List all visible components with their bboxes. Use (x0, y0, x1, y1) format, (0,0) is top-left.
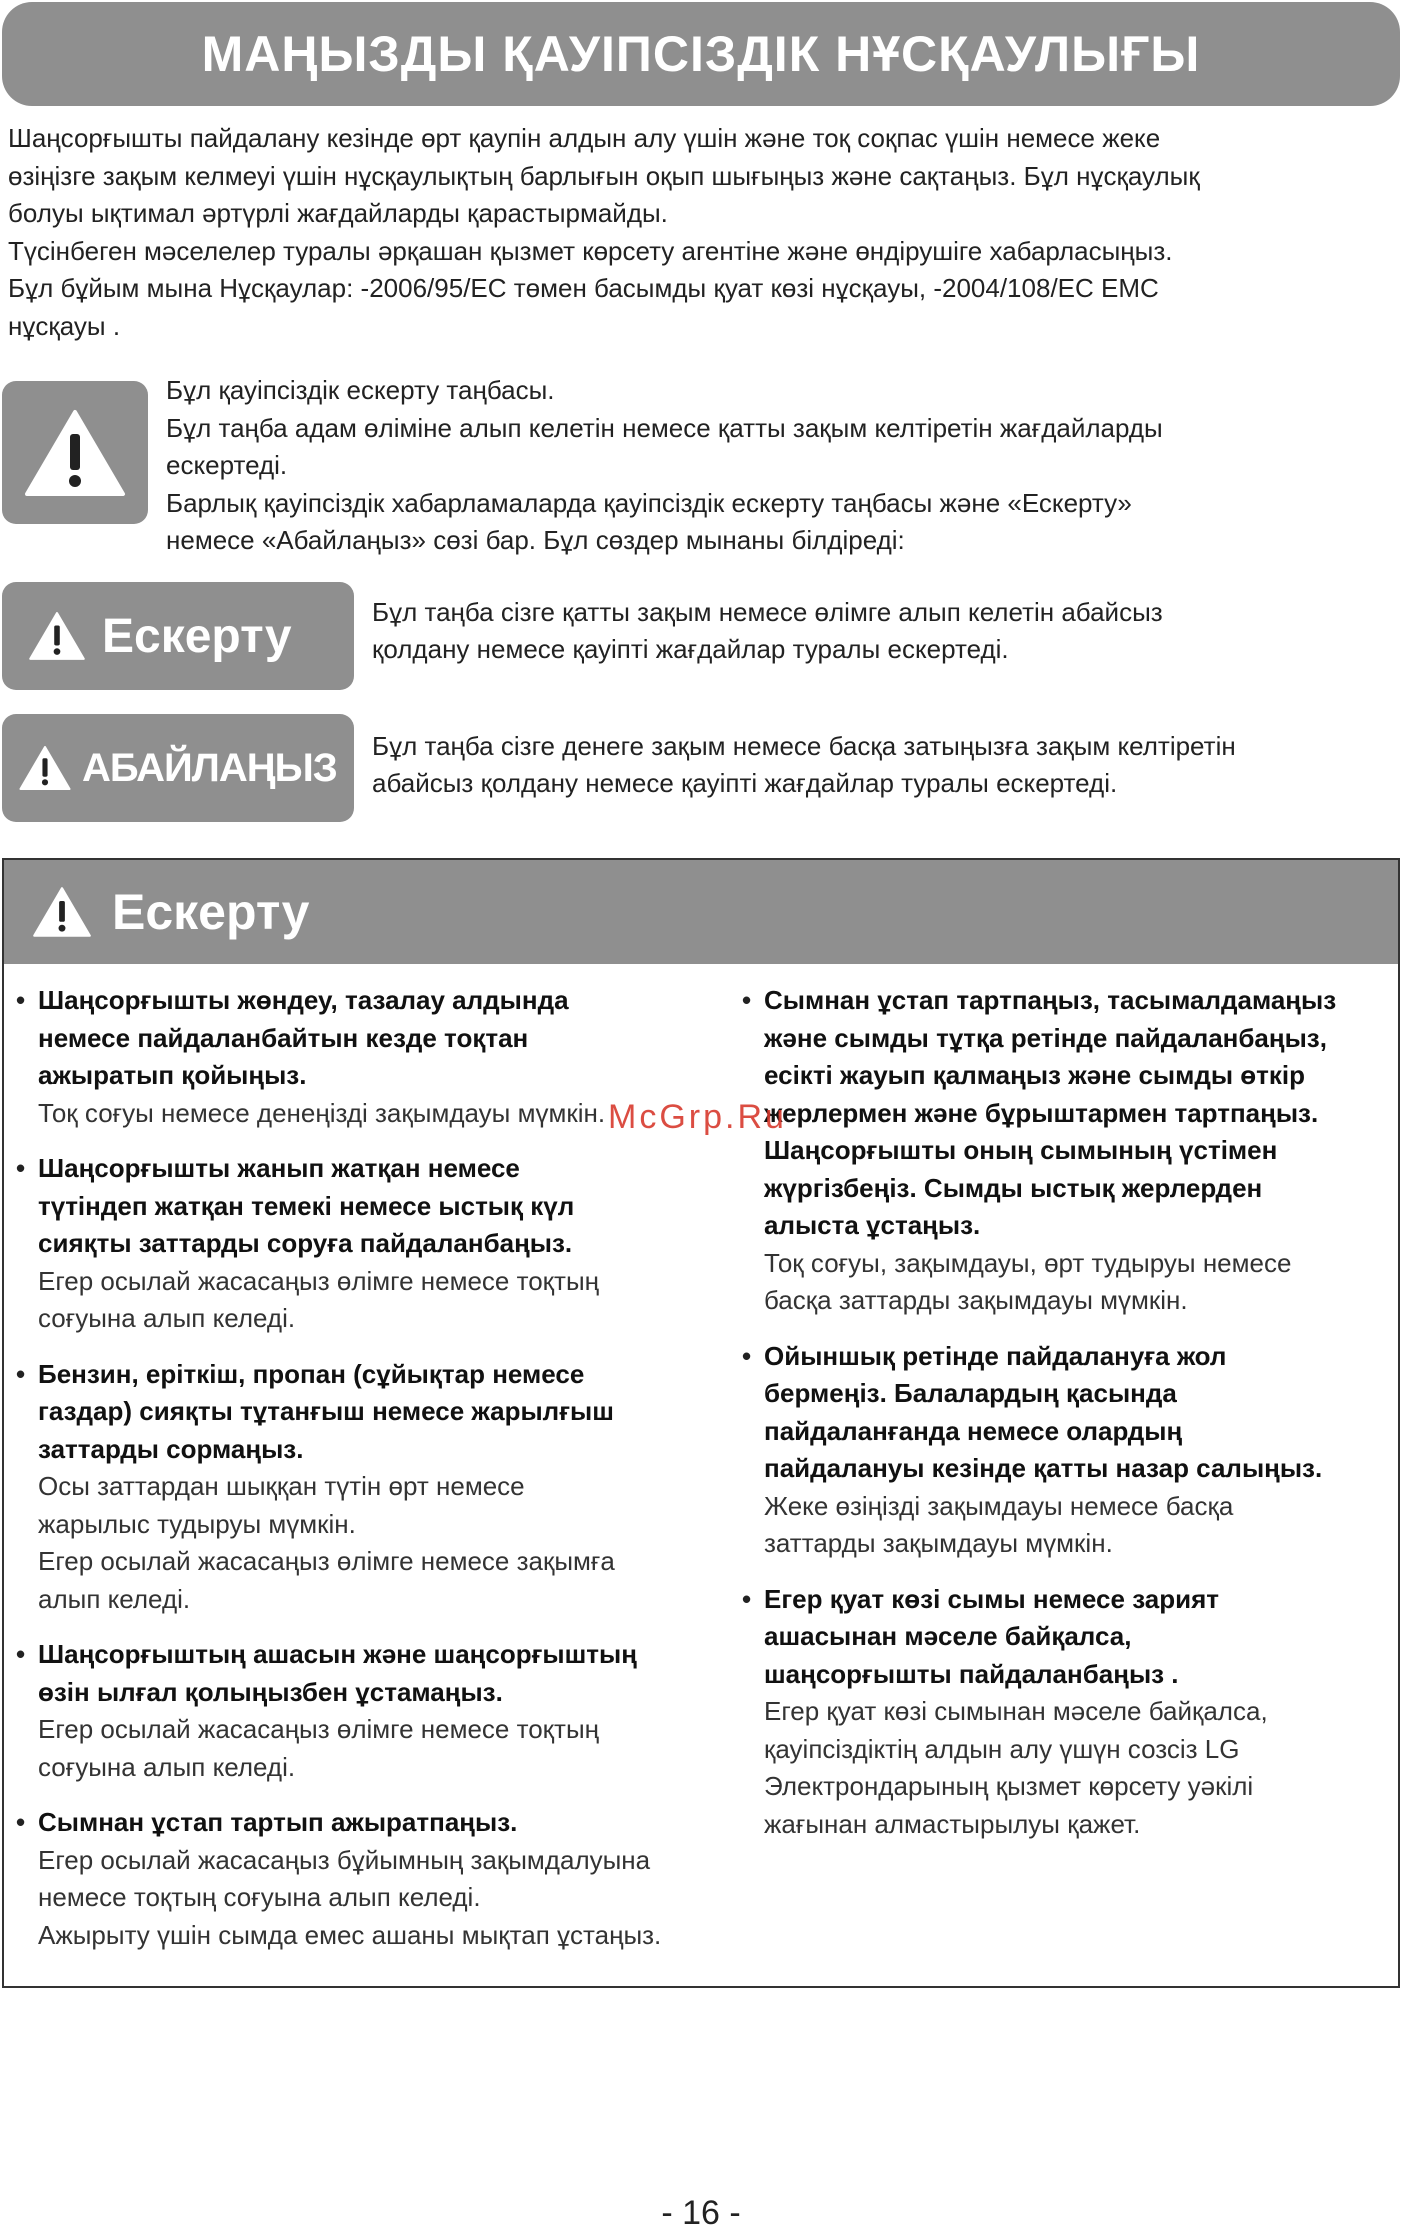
warning-desc-line: қолдану немесе қауіпті жағдайлар туралы ескертеді. (372, 634, 1009, 664)
warning-item-body: алып келеді. (38, 1583, 191, 1614)
warning-item-body: Осы заттардан шыққан түтін өрт немесе (38, 1471, 525, 1501)
bullet-icon: • (742, 985, 752, 1015)
intro-line: Шаңсорғышты пайдалану кезінде өрт қаупін алдын алу үшін және тоқ соқпас үшін немесе жеке (8, 123, 1161, 153)
warning-triangle-icon (32, 886, 92, 938)
warning-item-heading: пайдаланғанда немесе олардың (764, 1415, 1183, 1446)
warning-item-body: Егер осылай жасасаңыз өлімге немесе тоқтың (38, 1265, 600, 1296)
warning-item-body: жарылыс тудыруы мүмкін. (38, 1508, 356, 1539)
warning-item-body: Егер осылай жасасаңыз бұйымның зақымдалуына (38, 1844, 651, 1875)
warning-item-heading: жерлермен және бұрыштармен тартпаңыз. (764, 1097, 1319, 1128)
watermark: McGrp.Ru (608, 1098, 787, 1136)
symbol-line: немесе «Абайлаңыз» сөзі бар. Бұл сөздер мынаны білдіреді: (166, 525, 905, 555)
warning-badge-label: Ескерту (102, 609, 292, 663)
intro-line: нұсқауы . (8, 310, 121, 341)
warning-item-body: Егер осылай жасасаңыз өлімге немесе зақымға (38, 1546, 615, 1576)
page-title-bar (2, 2, 1400, 106)
bullet-icon: • (16, 1153, 26, 1183)
symbol-line: Бұл қауіпсіздік ескерту таңбасы. (166, 375, 555, 405)
warning-item-heading: және сымды тұтқа ретінде пайдаланбаңыз, (764, 1022, 1327, 1053)
caution-description (372, 728, 1392, 802)
warning-column-right (742, 982, 1398, 1861)
warning-panel (2, 858, 1400, 1988)
warning-item-heading: Бензин, еріткіш, пропан (сұйықтар немесе (38, 1358, 585, 1389)
warning-item (742, 982, 1398, 1320)
warning-item-body: соғуына алып келеді. (38, 1303, 296, 1333)
warning-item-body: Егер осылай жасасаңыз өлімге немесе тоқтың (38, 1714, 600, 1744)
intro-line: Түсінбеген мәселелер туралы әрқашан қызмет көрсету агентіне және өндірушіге хабарласыңыз. (8, 235, 1173, 266)
warning-item-heading: Сымнан ұстап тартып ажыратпаңыз. (38, 1807, 518, 1837)
warning-panel-title: Ескерту (112, 884, 310, 940)
warning-item-heading: ажыратып қойыңыз. (38, 1060, 307, 1090)
warning-item-heading: немесе пайдаланбайтын кезде тоқтан (38, 1022, 529, 1053)
warning-item-heading: алыста ұстаңыз. (764, 1210, 981, 1240)
warning-item (16, 1356, 716, 1619)
warning-item-heading: Шаңсорғышты жөндеу, тазалау алдында (38, 985, 569, 1015)
warning-item-body: Тоқ соғуы немесе денеңізді зақымдауы мүмкін. (38, 1097, 606, 1128)
symbol-description (166, 372, 1386, 560)
intro-line: болуы ықтимал әртүрлі жағдайларды қарастырмайды. (8, 198, 668, 228)
caution-desc-line: Бұл таңба сізге денеге зақым немесе басқа затыңызға зақым келтіретін (372, 731, 1236, 761)
warning-item (16, 1150, 716, 1338)
warning-item-heading: Сымнан ұстап тартпаңыз, тасымалдамаңыз (764, 985, 1337, 1015)
warning-item-body: Ажырыту үшін сымда емес ашаны мықтап ұстаңыз. (38, 1919, 662, 1950)
warning-item-heading: сияқты заттарды соруға пайдаланбаңыз. (38, 1228, 573, 1258)
bullet-icon: • (742, 1340, 752, 1371)
warning-item (742, 1581, 1398, 1844)
warning-item-body: жағынан алмастырылуы қажет. (764, 1808, 1141, 1839)
warning-item-heading: Шаңсорғышты жанып жатқан немесе (38, 1153, 520, 1183)
warning-item-heading: Ойыншық ретінде пайдалануға жол (764, 1340, 1227, 1371)
caution-desc-line: абайсыз қолдану немесе қауіпті жағдайлар туралы ескертеді. (372, 768, 1118, 798)
warning-item (16, 1804, 716, 1954)
warning-desc-line: Бұл таңба сізге қатты зақым немесе өлімге алып келетін абайсыз (372, 597, 1163, 627)
warning-item-heading: есікті жауып қалмаңыз және сымды өткір (764, 1060, 1306, 1090)
warning-item-heading: Шаңсорғышты оның сымының үстімен (764, 1135, 1278, 1165)
warning-item-body: Электрондарының қызмет көрсету уәкілі (764, 1771, 1254, 1801)
warning-item-body: Тоқ соғуы, зақымдауы, өрт тудыруы немесе (764, 1247, 1292, 1278)
warning-item-heading: заттарды сормаңыз. (38, 1433, 304, 1464)
warning-item-heading: ашасынан мәселе байқалса, (764, 1621, 1132, 1651)
bullet-icon: • (16, 1639, 26, 1669)
warning-panel-header (4, 860, 1398, 964)
warning-badge (2, 582, 354, 690)
intro-line: Бұл бұйым мына Нұсқаулар: -2006/95/EC төмен басымды қуат көзі нұсқауы, -2004/108/EC EMC (8, 273, 1159, 303)
intro-line: өзіңізге зақым келмеуі үшін нұсқаулықтың барлығын оқып шығыңыз және сақтаңыз. Бұл нұсқаулық (8, 160, 1200, 191)
safety-alert-symbol (2, 381, 148, 524)
symbol-line: ескертеді. (166, 450, 288, 480)
warning-item-body: немесе тоқтың соғуына алып келеді. (38, 1882, 481, 1912)
page-title: МАҢЫЗДЫ ҚАУІПСІЗДІК НҰСҚАУЛЫҒЫ (201, 26, 1201, 82)
page-number: - 16 - (661, 2194, 741, 2232)
warning-item-heading: газдар) сияқты тұтанғыш немесе жарылғыш (38, 1396, 614, 1426)
warning-item-body: басқа заттарды зақымдауы мүмкін. (764, 1285, 1188, 1315)
warning-item-body: Жеке өзіңізді зақымдауы немесе басқа (764, 1490, 1234, 1521)
warning-triangle-icon (18, 745, 72, 791)
warning-item (16, 1636, 716, 1786)
warning-item-heading: Шаңсорғыштың ашасын және шаңсорғыштың (38, 1639, 637, 1669)
warning-item-heading: жүргізбеңіз. Сымды ыстық жерлерден (764, 1172, 1263, 1203)
warning-item-heading: өзін ылғал қолыңызбен ұстамаңыз. (38, 1676, 503, 1707)
bullet-icon: • (16, 1807, 26, 1837)
warning-item-heading: бермеңіз. Балалардың қасында (764, 1378, 1177, 1408)
warning-triangle-icon (28, 611, 86, 661)
bullet-icon: • (742, 1583, 752, 1614)
bullet-icon: • (16, 985, 26, 1015)
symbol-line: Бұл таңба адам өліміне алып келетін немесе қатты зақым келтіретін жағдайларды (166, 412, 1163, 443)
warning-item-heading: пайдалануы кезінде қатты назар салыңыз. (764, 1453, 1323, 1483)
warning-item-body: Егер қуат көзі сымынан мәселе байқалса, (764, 1696, 1268, 1726)
warning-description (372, 594, 1392, 668)
bullet-icon: • (16, 1358, 26, 1389)
intro-text (8, 120, 1398, 345)
warning-item-body: қауіпсіздіктің алдын алу үшүн созсіз LG (764, 1733, 1240, 1764)
warning-item-heading: түтіндеп жатқан темекі немесе ыстық күл (38, 1190, 575, 1221)
warning-item-body: соғуына алып келеді. (38, 1751, 296, 1782)
caution-badge-label: АБАЙЛАҢЫЗ (82, 745, 337, 790)
warning-item-body: заттарды зақымдауы мүмкін. (764, 1528, 1113, 1558)
warning-item-heading: Егер қуат көзі сымы немесе зарият (764, 1583, 1219, 1614)
warning-item (742, 1338, 1398, 1563)
warning-item-heading: шаңсорғышты пайдаланбаңыз . (764, 1658, 1179, 1689)
warning-triangle-icon (23, 408, 127, 498)
caution-badge (2, 714, 354, 822)
symbol-line: Барлық қауіпсіздік хабарламаларда қауіпсіздік ескерту таңбасы және «Ескерту» (166, 487, 1132, 518)
